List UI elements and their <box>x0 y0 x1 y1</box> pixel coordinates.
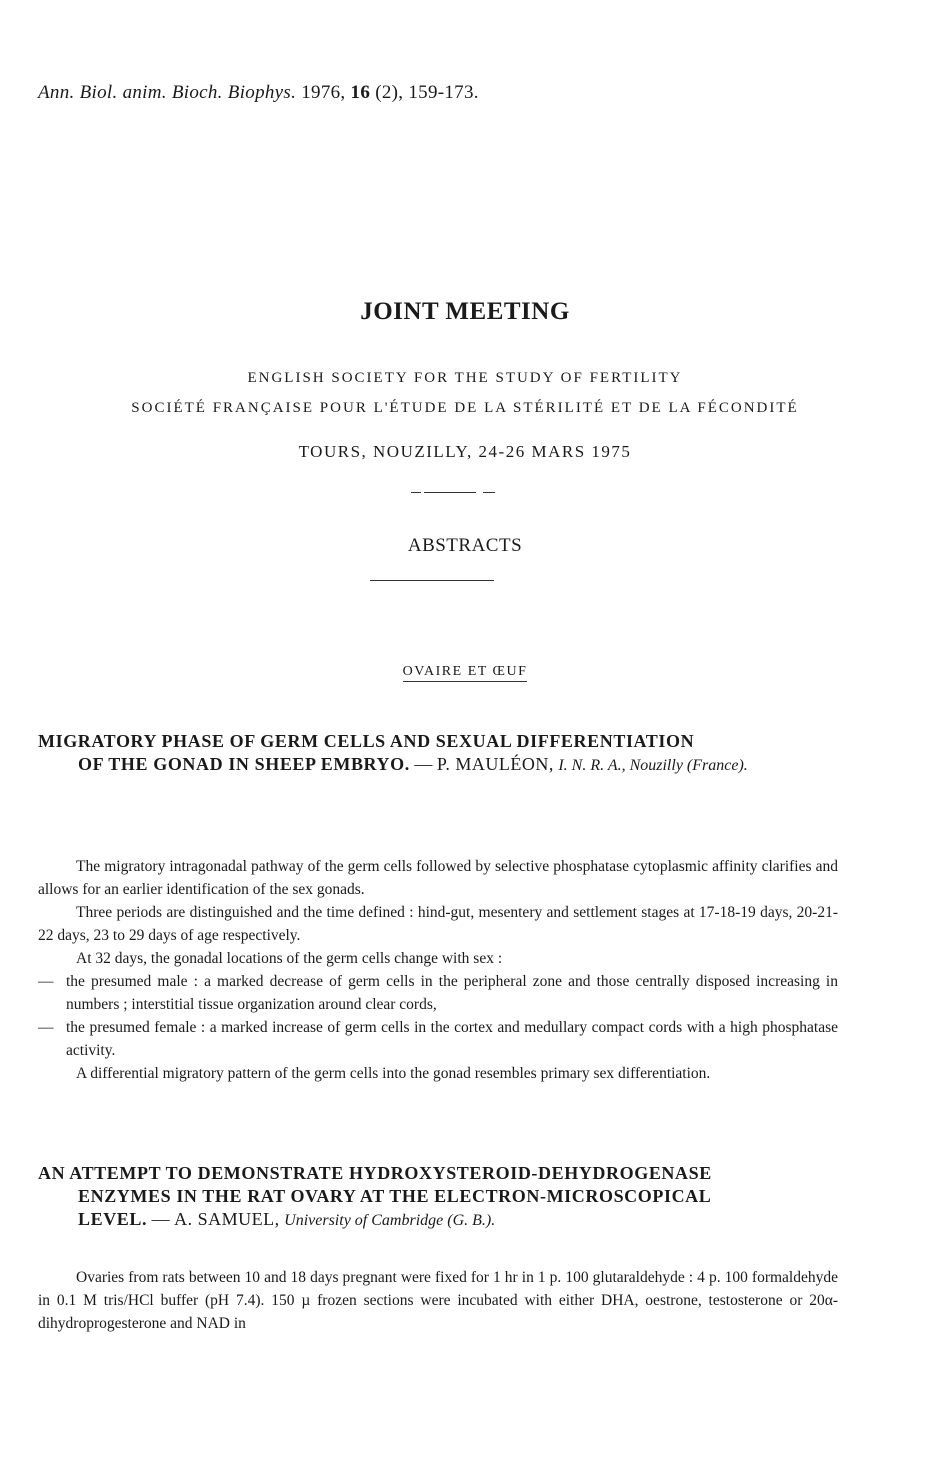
abstract-1-title-cont <box>38 753 838 777</box>
list-dash-2: — <box>38 1019 54 1036</box>
abstract-2-paragraph-1: Ovaries from rats between 10 and 18 days pregnant were fixed for 1 hr in 1 p. 100 glutaraldehyde : 4 p. 100 formaldehyde in 0.1 M tris/HCl buffer (pH 7.4). 150 µ frozen sections were incubated with either DHA, oestrone, testosterone or 20α-dihydroprogesterone and NAD in <box>38 1269 838 1332</box>
society-english: ENGLISH SOCIETY FOR THE STUDY OF FERTILITY <box>247 370 683 386</box>
abstract-1-dash: — <box>409 754 437 774</box>
abstract-1-list-item-2 <box>38 1016 838 1062</box>
abstract-1-list-item-1-text: the presumed male : a marked decrease of germ cells in the peripheral zone and those centrally disposed increasing in numbers ; interstitial tissue organization around clear cords, <box>66 973 838 1013</box>
abstract-1-paragraph-1: The migratory intragonadal pathway of the germ cells followed by selective phosphatase cytoplasmic affinity clarifies and allows for an earlier identification of the sex gonads. <box>38 858 838 898</box>
meeting-title: JOINT MEETING <box>360 298 570 325</box>
abstract-1-paragraph-2: Three periods are distinguished and the time defined : hind-gut, mesentery and settlement stages at 17-18-19 days, 20-21-22 days, 23 to 29 days of age respectively. <box>38 904 838 944</box>
section-heading <box>0 664 930 680</box>
divider-short-left <box>411 492 421 493</box>
abstract-2-title-line2: ENZYMES IN THE RAT OVARY AT THE ELECTRON-MICROSCOPICAL <box>78 1186 712 1206</box>
abstract-1-title-line2: OF THE GONAD IN SHEEP EMBRYO. <box>78 754 410 774</box>
divider-short-right <box>483 492 495 493</box>
abstract-2-title <box>38 1162 838 1232</box>
abstract-2-title-line3: LEVEL. <box>78 1209 148 1229</box>
abstracts-heading: ABSTRACTS <box>407 535 523 556</box>
abstract-2-title-cont <box>38 1185 838 1208</box>
abstract-1-paragraph-3: At 32 days, the gonadal locations of the germ cells change with sex : <box>76 950 503 967</box>
abstract-1-author: P. MAULÉON, <box>436 754 554 774</box>
abstract-1-title <box>38 730 838 777</box>
abstract-1-body <box>38 855 838 1085</box>
abstract-2-body <box>38 1266 838 1335</box>
abstract-2-dash: — <box>147 1209 175 1229</box>
meeting-venue-date: TOURS, NOUZILLY, 24-26 MARS 1975 <box>298 442 632 461</box>
divider-short <box>424 492 476 493</box>
journal-volume: 16 <box>350 82 371 103</box>
journal-issue-pages: (2), 159-173. <box>375 82 479 103</box>
abstract-2-affiliation: University of Cambridge (G. B.). <box>284 1212 496 1229</box>
list-dash-1: — <box>38 973 54 990</box>
journal-citation <box>38 82 479 104</box>
abstract-1-title-line1: MIGRATORY PHASE OF GERM CELLS AND SEXUAL DIFFERENTIATION <box>38 731 695 751</box>
abstract-2-title-line1: AN ATTEMPT TO DEMONSTRATE HYDROXYSTEROID-DEHYDROGENASE <box>38 1163 712 1183</box>
abstract-1-list-item-1 <box>38 970 838 1016</box>
abstract-2-title-cont-2 <box>38 1208 838 1232</box>
society-french: SOCIÉTÉ FRANÇAISE POUR L'ÉTUDE DE LA STÉRILITÉ ET DE LA FÉCONDITÉ <box>131 400 799 416</box>
journal-year: 1976, <box>301 82 346 103</box>
abstract-2-author: A. SAMUEL, <box>174 1209 280 1229</box>
abstract-1-affiliation: I. N. R. A., Nouzilly (France). <box>558 757 748 774</box>
section-heading-text: OVAIRE ET ŒUF <box>403 664 528 682</box>
abstract-1-paragraph-4: A differential migratory pattern of the germ cells into the gonad resembles primary sex differentiation. <box>76 1065 711 1082</box>
journal-name: Ann. Biol. anim. Bioch. Biophys. <box>38 82 297 103</box>
abstract-1-list-item-2-text: the presumed female : a marked increase of germ cells in the cortex and medullary compact cords with a high phosphatase activity. <box>66 1019 838 1059</box>
divider-long <box>370 580 494 581</box>
